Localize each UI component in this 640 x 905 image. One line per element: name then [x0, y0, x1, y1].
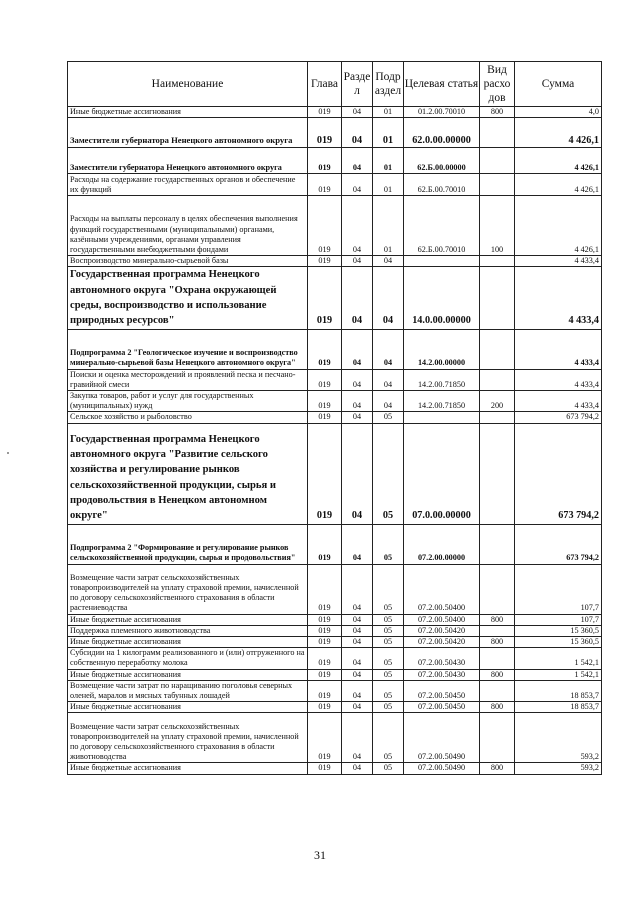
cell-vid [480, 256, 515, 267]
cell-target: 07.2.00.50490 [404, 763, 480, 774]
cell-podrazdel: 05 [373, 524, 404, 564]
cell-razdel: 04 [342, 763, 373, 774]
table-row [68, 702, 602, 713]
cell-razdel: 04 [342, 412, 373, 423]
cell-glava: 019 [308, 329, 342, 369]
table-row [68, 614, 602, 625]
cell-glava: 019 [308, 625, 342, 636]
cell-name: Расходы на выплаты персоналу в целях обеспечения выполнения функций государственными (муниципальными) органами, казёнными учреждениями, органами управления государственными внебюджетными фондами [68, 196, 308, 256]
cell-sum: 4 426,1 [515, 174, 602, 196]
cell-glava: 019 [308, 763, 342, 774]
cell-podrazdel: 01 [373, 107, 404, 118]
cell-podrazdel: 05 [373, 614, 404, 625]
cell-name: Поддержка племенного животноводства [68, 625, 308, 636]
cell-podrazdel: 05 [373, 713, 404, 763]
cell-sum: 1 542,1 [515, 669, 602, 680]
cell-name: Сельское хозяйство и рыболовство [68, 412, 308, 423]
cell-name: Иные бюджетные ассигнования [68, 637, 308, 648]
table-row [68, 267, 602, 329]
cell-name: Субсидии на 1 килограмм реализованного и (или) отгруженного на собственную переработку молока [68, 648, 308, 669]
cell-glava: 019 [308, 680, 342, 701]
cell-name: Подпрограмма 2 "Формирование и регулирование рынков сельскохозяйственной продукции, сырья и продовольствия" [68, 524, 308, 564]
cell-glava: 019 [308, 196, 342, 256]
cell-glava: 019 [308, 524, 342, 564]
cell-vid [480, 369, 515, 390]
header-name: Наименование [68, 62, 308, 107]
cell-name: Государственная программа Ненецкого автономного округа "Охрана окружающей среды, воспроизводство и использование природных ресурсов" [68, 267, 308, 329]
table-row [68, 680, 602, 701]
cell-sum: 4 426,1 [515, 196, 602, 256]
cell-vid [480, 267, 515, 329]
header-target: Целевая статья [404, 62, 480, 107]
table-row [68, 174, 602, 196]
cell-glava: 019 [308, 669, 342, 680]
cell-sum: 4 426,1 [515, 118, 602, 148]
cell-name: Подпрограмма 2 "Геологическое изучение и воспроизводство минерально-сырьевой базы Ненецкого автономного округа" [68, 329, 308, 369]
cell-sum: 18 853,7 [515, 702, 602, 713]
cell-glava: 019 [308, 614, 342, 625]
cell-sum: 4 433,4 [515, 256, 602, 267]
cell-name: Возмещение части затрат по наращиванию поголовья северных оленей, маралов и мясных табунных лошадей [68, 680, 308, 701]
cell-razdel: 04 [342, 524, 373, 564]
cell-glava: 019 [308, 648, 342, 669]
cell-target: 07.2.00.00000 [404, 524, 480, 564]
cell-target: 14.0.00.00000 [404, 267, 480, 329]
cell-vid [480, 412, 515, 423]
cell-glava: 019 [308, 391, 342, 412]
cell-podrazdel: 04 [373, 256, 404, 267]
cell-glava: 019 [308, 564, 342, 614]
cell-vid [480, 648, 515, 669]
cell-vid: 200 [480, 391, 515, 412]
cell-razdel: 04 [342, 118, 373, 148]
cell-podrazdel: 04 [373, 391, 404, 412]
cell-sum: 107,7 [515, 614, 602, 625]
cell-podrazdel: 05 [373, 702, 404, 713]
cell-vid [480, 680, 515, 701]
table-row [68, 637, 602, 648]
cell-target: 07.2.00.50490 [404, 713, 480, 763]
cell-vid [480, 329, 515, 369]
cell-glava: 019 [308, 423, 342, 524]
cell-target: 07.0.00.00000 [404, 423, 480, 524]
table-row [68, 391, 602, 412]
cell-podrazdel: 04 [373, 267, 404, 329]
cell-target: 07.2.00.50400 [404, 614, 480, 625]
cell-razdel: 04 [342, 680, 373, 701]
cell-glava: 019 [308, 267, 342, 329]
table-row [68, 713, 602, 763]
cell-glava: 019 [308, 256, 342, 267]
cell-razdel: 04 [342, 423, 373, 524]
cell-vid [480, 625, 515, 636]
cell-vid: 100 [480, 196, 515, 256]
cell-podrazdel: 04 [373, 369, 404, 390]
cell-podrazdel: 01 [373, 174, 404, 196]
cell-glava: 019 [308, 369, 342, 390]
cell-target: 62.Б.00.70010 [404, 196, 480, 256]
cell-sum: 4 433,4 [515, 267, 602, 329]
scan-artifact [7, 452, 9, 454]
cell-podrazdel: 05 [373, 680, 404, 701]
cell-sum: 4 426,1 [515, 148, 602, 174]
cell-vid: 800 [480, 763, 515, 774]
cell-name: Заместители губернатора Ненецкого автономного округа [68, 118, 308, 148]
cell-razdel: 04 [342, 369, 373, 390]
cell-target [404, 256, 480, 267]
cell-podrazdel: 05 [373, 637, 404, 648]
table-row [68, 648, 602, 669]
cell-name: Заместители губернатора Ненецкого автономного округа [68, 148, 308, 174]
cell-name: Расходы на содержание государственных органов и обеспечение их функций [68, 174, 308, 196]
cell-razdel: 04 [342, 391, 373, 412]
cell-podrazdel: 01 [373, 118, 404, 148]
cell-vid: 800 [480, 107, 515, 118]
cell-glava: 019 [308, 713, 342, 763]
cell-sum: 4,0 [515, 107, 602, 118]
cell-sum: 107,7 [515, 564, 602, 614]
cell-razdel: 04 [342, 564, 373, 614]
cell-podrazdel: 05 [373, 648, 404, 669]
cell-target: 07.2.00.50400 [404, 564, 480, 614]
table-row [68, 196, 602, 256]
table-row [68, 669, 602, 680]
cell-sum: 18 853,7 [515, 680, 602, 701]
cell-razdel: 04 [342, 267, 373, 329]
cell-glava: 019 [308, 174, 342, 196]
cell-vid [480, 118, 515, 148]
cell-sum: 15 360,5 [515, 637, 602, 648]
cell-vid: 800 [480, 669, 515, 680]
cell-target [404, 412, 480, 423]
cell-vid [480, 174, 515, 196]
table-row [68, 148, 602, 174]
cell-sum: 593,2 [515, 763, 602, 774]
cell-name: Поиски и оценка месторождений и проявлений песка и песчано-гравийной смеси [68, 369, 308, 390]
table-row [68, 524, 602, 564]
cell-sum: 593,2 [515, 713, 602, 763]
cell-razdel: 04 [342, 669, 373, 680]
cell-podrazdel: 05 [373, 423, 404, 524]
cell-razdel: 04 [342, 648, 373, 669]
cell-sum: 673 794,2 [515, 524, 602, 564]
cell-vid: 800 [480, 614, 515, 625]
cell-vid [480, 148, 515, 174]
cell-glava: 019 [308, 412, 342, 423]
cell-razdel: 04 [342, 329, 373, 369]
table-row [68, 412, 602, 423]
cell-podrazdel: 05 [373, 564, 404, 614]
cell-razdel: 04 [342, 625, 373, 636]
cell-target: 07.2.00.50450 [404, 680, 480, 701]
cell-target: 14.2.00.00000 [404, 329, 480, 369]
table-row [68, 107, 602, 118]
cell-vid: 800 [480, 637, 515, 648]
cell-name: Государственная программа Ненецкого автономного округа "Развитие сельского хозяйства и регулирование рынков сельскохозяйственной продукции, сырья и продовольствия в Ненецком автономном округе" [68, 423, 308, 524]
cell-name: Иные бюджетные ассигнования [68, 702, 308, 713]
cell-vid [480, 423, 515, 524]
cell-sum: 1 542,1 [515, 648, 602, 669]
table-row [68, 369, 602, 390]
header-razdel: Разде л [342, 62, 373, 107]
cell-podrazdel: 01 [373, 148, 404, 174]
cell-name: Иные бюджетные ассигнования [68, 763, 308, 774]
cell-sum: 4 433,4 [515, 369, 602, 390]
cell-vid [480, 524, 515, 564]
table-row [68, 625, 602, 636]
cell-target: 07.2.00.50420 [404, 625, 480, 636]
cell-sum: 4 433,4 [515, 391, 602, 412]
table-row [68, 564, 602, 614]
cell-sum: 4 433,4 [515, 329, 602, 369]
cell-target: 62.Б.00.70010 [404, 174, 480, 196]
cell-vid: 800 [480, 702, 515, 713]
cell-target: 14.2.00.71850 [404, 369, 480, 390]
cell-name: Возмещение части затрат сельскохозяйственных товаропроизводителей на уплату страховой премии, начисленной по договору сельскохозяйственного страхования в области животноводства [68, 713, 308, 763]
table-header-row [68, 62, 602, 107]
cell-podrazdel: 01 [373, 196, 404, 256]
cell-sum: 15 360,5 [515, 625, 602, 636]
table-row [68, 118, 602, 148]
cell-sum: 673 794,2 [515, 412, 602, 423]
cell-name: Иные бюджетные ассигнования [68, 107, 308, 118]
cell-glava: 019 [308, 118, 342, 148]
cell-razdel: 04 [342, 702, 373, 713]
table-row [68, 329, 602, 369]
cell-target: 01.2.00.70010 [404, 107, 480, 118]
header-vid: Вид расхо дов [480, 62, 515, 107]
cell-name: Воспроизводство минерально-сырьевой базы [68, 256, 308, 267]
cell-target: 14.2.00.71850 [404, 391, 480, 412]
cell-razdel: 04 [342, 174, 373, 196]
cell-target: 62.0.00.00000 [404, 118, 480, 148]
cell-glava: 019 [308, 107, 342, 118]
header-podrazdel: Подр аздел [373, 62, 404, 107]
page-number: 31 [314, 848, 326, 862]
cell-podrazdel: 04 [373, 329, 404, 369]
header-sum: Сумма [515, 62, 602, 107]
table-row [68, 423, 602, 524]
cell-razdel: 04 [342, 148, 373, 174]
cell-vid [480, 564, 515, 614]
cell-glava: 019 [308, 148, 342, 174]
cell-target: 62.Б.00.00000 [404, 148, 480, 174]
cell-target: 07.2.00.50430 [404, 669, 480, 680]
cell-glava: 019 [308, 702, 342, 713]
cell-name: Иные бюджетные ассигнования [68, 614, 308, 625]
cell-podrazdel: 05 [373, 763, 404, 774]
header-glava: Глава [308, 62, 342, 107]
cell-target: 07.2.00.50430 [404, 648, 480, 669]
cell-name: Закупка товаров, работ и услуг для государственных (муниципальных) нужд [68, 391, 308, 412]
cell-name: Иные бюджетные ассигнования [68, 669, 308, 680]
cell-name: Возмещение части затрат сельскохозяйственных товаропроизводителей на уплату страховой премии, начисленной по договору сельскохозяйственного страхования в области растениеводства [68, 564, 308, 614]
cell-razdel: 04 [342, 637, 373, 648]
cell-razdel: 04 [342, 196, 373, 256]
cell-target: 07.2.00.50420 [404, 637, 480, 648]
cell-razdel: 04 [342, 614, 373, 625]
cell-razdel: 04 [342, 256, 373, 267]
budget-table [67, 61, 602, 775]
cell-razdel: 04 [342, 713, 373, 763]
table-row [68, 763, 602, 774]
cell-sum: 673 794,2 [515, 423, 602, 524]
cell-podrazdel: 05 [373, 412, 404, 423]
cell-razdel: 04 [342, 107, 373, 118]
cell-vid [480, 713, 515, 763]
table-row [68, 256, 602, 267]
cell-podrazdel: 05 [373, 669, 404, 680]
cell-glava: 019 [308, 637, 342, 648]
cell-podrazdel: 05 [373, 625, 404, 636]
cell-target: 07.2.00.50450 [404, 702, 480, 713]
